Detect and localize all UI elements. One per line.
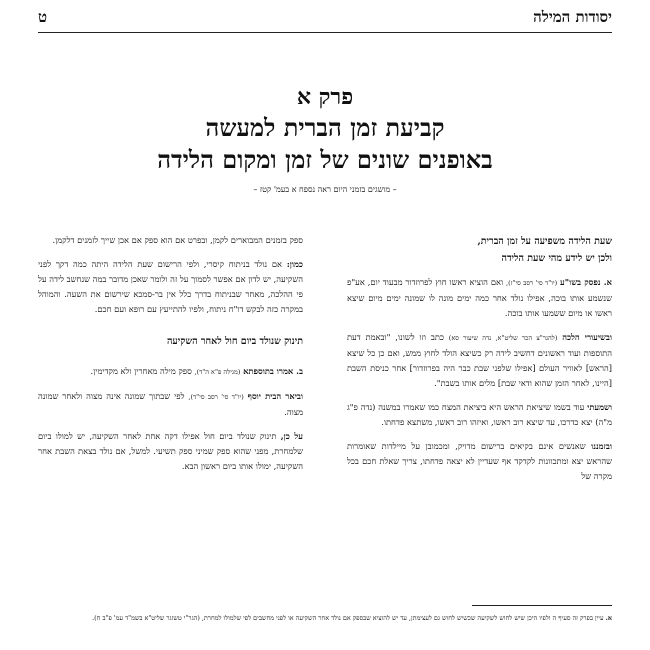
paragraph-text: ספק מילה מאחרין ולא מקדימין.	[90, 366, 192, 376]
book-title: יסודות המילה	[533, 8, 612, 26]
paragraph-text: תינוק שנולד ביום חול אפילו דקה אחת לאחר השקיעה, יש למולו ביום שלמחרת, מפני שהוא ספק שמיני ספק תשיעי. למשל, אם נולד בצאת השבת אחר השקיעה, ימולו אותו ביום ראשון הבא.	[38, 431, 303, 471]
footnote-divider	[472, 605, 612, 606]
footnote-text: עיין בפרק זה סעיף ה ולפיו היכן שיש לחוש לשקיעה שכשיש לחוש גם לעצימתן, עד יש להוציא שבספק אם נולד אחר השקיעה או לפני מחשבים לפי שלמולו למחרת, (הגר"י טשזגר שליט"א בשמ"ד עמ' פ"ב ח).	[92, 614, 604, 622]
chapter-title	[40, 112, 610, 176]
paragraph-text: כתב וזו לשונו, "ובאמת דעת התוספות ועוד ראשונים דחשיב לידה רק כשיצא הולד לחוץ ממש, ואם כן כל שיצא [הראש] לאוויר העולם [אפילו שלפני שבת כבר היה בפרוזדור] אחר כניסת השבת [היינו, לאחר הזמן שהוא ודאי שבת] מלים אותו בשבת".	[347, 332, 612, 388]
left-column	[38, 233, 303, 483]
chapter-subnote: – מושגים בזמני היום ראה נספח א בעמ' קטז –	[253, 185, 397, 194]
chapter-label: פרק א	[296, 84, 354, 110]
paragraph-text: ספק בזמנים המבוארים לקמן, ובפרט אם הוא ספק אם אכן שייך לזמנים דלקמן.	[52, 235, 303, 245]
section-heading-line-2: ולכן יש לידע מהי שעת הלידה	[501, 253, 612, 264]
paragraph	[347, 330, 612, 391]
source-citation: (יו"ד סי' רסב סי"ז),	[506, 279, 558, 287]
source-citation: (יו"ד סי' רסב סי"ד),	[188, 393, 244, 401]
right-column	[347, 233, 612, 493]
paragraph-lead: כמון:	[286, 259, 303, 269]
paragraph	[38, 257, 303, 317]
section-heading-right	[347, 233, 612, 267]
page-number: ט	[38, 8, 48, 26]
paragraph-lead: ובזמננו	[591, 441, 612, 451]
footnote-mark: א.	[605, 614, 612, 622]
paragraph	[347, 439, 612, 484]
paragraph-text: שאנשים אינם בקיאים ברישום מדויק, ומכמובן על מיילדות שאומרות שהראש יצא ומתכוונות לקדקד אף שעדיין לא יצאה פדחתו, צריך שאלת חכם בכל מקרה של	[347, 441, 612, 481]
paragraph-lead: וביאר הבית יוסף	[247, 391, 303, 401]
source-citation: (מגילה פ"א ה"ד),	[194, 368, 241, 376]
paragraph-text: לפי שבתוך שמונה אינה מצוה ולאחר שמונה מצוה.	[38, 391, 303, 417]
paragraph	[38, 364, 303, 380]
paragraph	[38, 429, 303, 474]
source-citation: (להגר"צ הכר שליט"א, נדה שיעור סא)	[448, 334, 558, 342]
paragraph	[38, 389, 303, 420]
section-heading-line-1: שעת הלידה משפיעה על זמן הברית,	[477, 236, 612, 247]
running-header	[38, 6, 612, 33]
paragraph-lead: על כן,	[280, 431, 303, 441]
paragraph	[347, 275, 612, 321]
chapter-title-line-1: קביעת זמן הברית למעשה	[205, 113, 445, 142]
chapter-title-line-2: באופנים שונים של זמן ומקום הלידה	[157, 145, 493, 174]
paragraph-text: עוד בשמו שיציאת הראש היא ביציאת המצח כמו שאמרו במשנה (נדה פ"ג מ"ה) יצא כדרכו, עד שיצא רוב ראשו, ואיזהו רוב ראשו, משתצא פדחתו.	[347, 402, 612, 427]
section-heading-left: תינוק שנולד ביום חול לאחר השקיעה	[166, 336, 303, 347]
paragraph-text: אם נולד בניתוח קיסרי, ולפי הרישום שעת הלידה היתה כמה דקך לפני השקיעה, יש לדון אם אפשר לסמוך על זה ולומר שאכן מדובר במה שנחשב לידה על פי ההלכה, מאחר שבניתוח בדרך כלל אין בר-סמכא שירשום את השעה. והמוהל במקרה כזה לבקש דו"ח ניתוח, ולפיו להתייעץ עם רופא ועם חכם.	[38, 259, 303, 314]
paragraph-lead: ובשיעורי הלכה	[562, 332, 613, 342]
footnote	[38, 612, 612, 624]
paragraph	[38, 233, 303, 248]
paragraph-lead: ושמעתי	[587, 402, 612, 412]
paragraph-lead: ב. אמרו בתוספתא	[243, 366, 303, 376]
paragraph-lead: א. נפסק בשו"ע	[560, 277, 612, 287]
paragraph	[347, 400, 612, 430]
paragraph-text: ואם הוציא ראשו חוץ לפרוזדור מבעוד יום, אע"פ שנשמע אותו בוכה, אפילו נולד אחר כמה ימים מונה לו שמונה ימים מיום שיצא ראשו או מיום ששמעו אותו בוכה.	[347, 277, 612, 318]
